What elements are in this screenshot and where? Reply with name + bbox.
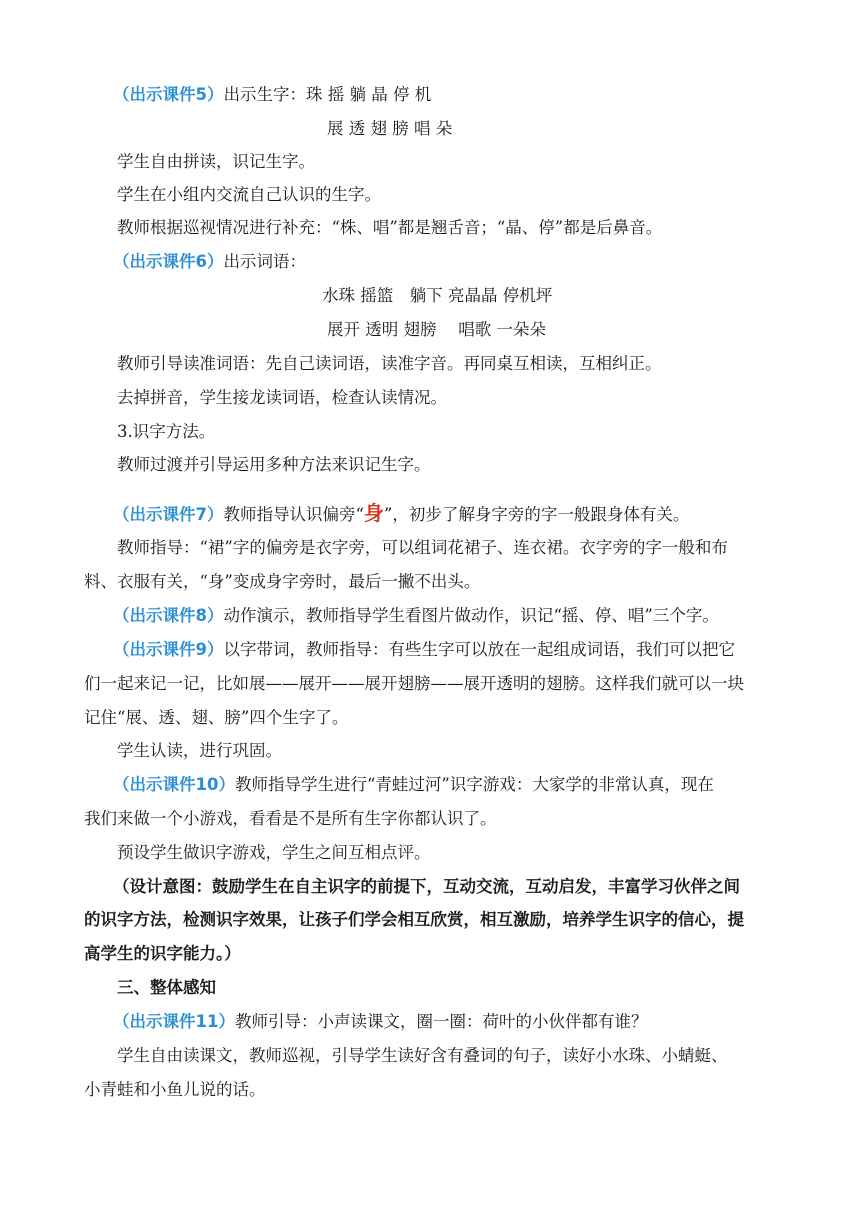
paragraph-courseware-9	[113, 639, 735, 661]
paragraph-text: 以字带词，教师指导：有些生字可以放在一起组成词语，我们可以把它	[223, 640, 735, 659]
new-characters-line-2: 展 透 翅 膀 唱 朵	[327, 119, 453, 138]
design-intent-note	[113, 876, 740, 898]
paragraph-text: 教师指导认识偏旁“	[223, 505, 364, 524]
paragraph: 教师根据巡视情况进行补充：“株、唱”都是翘舌音；“晶、停”都是后鼻音。	[117, 218, 663, 237]
courseware-ref: （出示课件5）	[113, 85, 224, 104]
radical-shen-glyph: 身	[363, 501, 384, 525]
courseware-ref: （出示课件10）	[113, 775, 235, 794]
paragraph-text: 教师指导学生进行“青蛙过河”识字游戏：大家学的非常认真，现在	[234, 775, 714, 794]
paragraph: 教师过渡并引导运用多种方法来识记生字。	[117, 455, 431, 474]
section-heading: 三、整体感知	[117, 978, 216, 997]
paragraph: 预设学生做识字游戏，学生之间互相点评。	[117, 843, 431, 862]
courseware-ref: （出示课件7）	[113, 505, 224, 524]
paragraph-courseware-7	[113, 502, 689, 526]
paragraph: 学生在小组内交流自己认识的生字。	[117, 185, 381, 204]
paragraph-courseware-5	[113, 84, 431, 106]
paragraph: 学生自由拼读，识记生字。	[117, 152, 315, 171]
paragraph-line: 学生自由读课文，教师巡视，引导学生读好含有叠词的句子，读好小水珠、小蜻蜓、	[117, 1046, 728, 1065]
courseware-ref: （出示课件8）	[113, 606, 224, 625]
paragraph-courseware-10	[113, 774, 714, 796]
paragraph-line: 教师指导：“裙”字的偏旁是衣字旁，可以组词花裙子、连衣裙。衣字旁的字一般和布	[117, 538, 728, 557]
paragraph-line: 高学生的识字能力。）	[84, 944, 241, 963]
section-item: 3.识字方法。	[117, 422, 216, 441]
paragraph-line: 小青蛙和小鱼儿说的话。	[84, 1080, 266, 1099]
paragraph-courseware-11	[113, 1011, 647, 1033]
paragraph-text: 出示生字：珠 摇 躺 晶 停 机	[223, 85, 432, 104]
courseware-ref: （出示课件11）	[113, 1012, 235, 1031]
word-list-line-2: 展开 透明 翅膀 唱歌 一朵朵	[327, 320, 546, 339]
paragraph: 教师引导读准词语：先自己读词语，读准字音。再同桌互相读，互相纠正。	[117, 354, 662, 373]
paragraph-line: 记住“展、透、翅、膀”四个生字了。	[84, 708, 349, 727]
design-intent-label: （设计意图：	[113, 877, 212, 896]
paragraph-text: 出示词语：	[223, 252, 306, 271]
paragraph-text: 动作演示，教师指导学生看图片做动作，识记“摇、停、唱”三个字。	[223, 606, 719, 625]
paragraph: 学生认读，进行巩固。	[117, 741, 282, 760]
courseware-ref: （出示课件6）	[113, 252, 224, 271]
word-list-line-1: 水珠 摇篮 躺下 亮晶晶 停机坪	[322, 286, 553, 305]
paragraph-courseware-8	[113, 605, 719, 627]
paragraph-line: 的识字方法，检测识字效果，让孩子们学会相互欣赏，相互激励，培养学生识字的信心，提	[84, 910, 744, 929]
courseware-ref: （出示课件9）	[113, 640, 224, 659]
paragraph-text: 鼓励学生在自主识字的前提下，互动交流，互动启发，丰富学习伙伴之间	[212, 877, 740, 896]
paragraph: 去掉拼音，学生接龙读词语，检查认读情况。	[117, 388, 447, 407]
paragraph-line: 料、衣服有关，“身”变成身字旁时，最后一撇不出头。	[84, 572, 481, 591]
paragraph-text: ”，初步了解身字旁的字一般跟身体有关。	[383, 505, 690, 524]
paragraph-courseware-6	[113, 251, 306, 273]
paragraph-line: 我们来做一个小游戏，看看是不是所有生字你都认识了。	[84, 809, 497, 828]
paragraph-line: 们一起来记一记，比如展——展开——展开翅膀——展开透明的翅膀。这样我们就可以一块	[84, 674, 744, 693]
paragraph-text: 教师引导：小声读课文，圈一圈：荷叶的小伙伴都有谁？	[234, 1012, 648, 1031]
